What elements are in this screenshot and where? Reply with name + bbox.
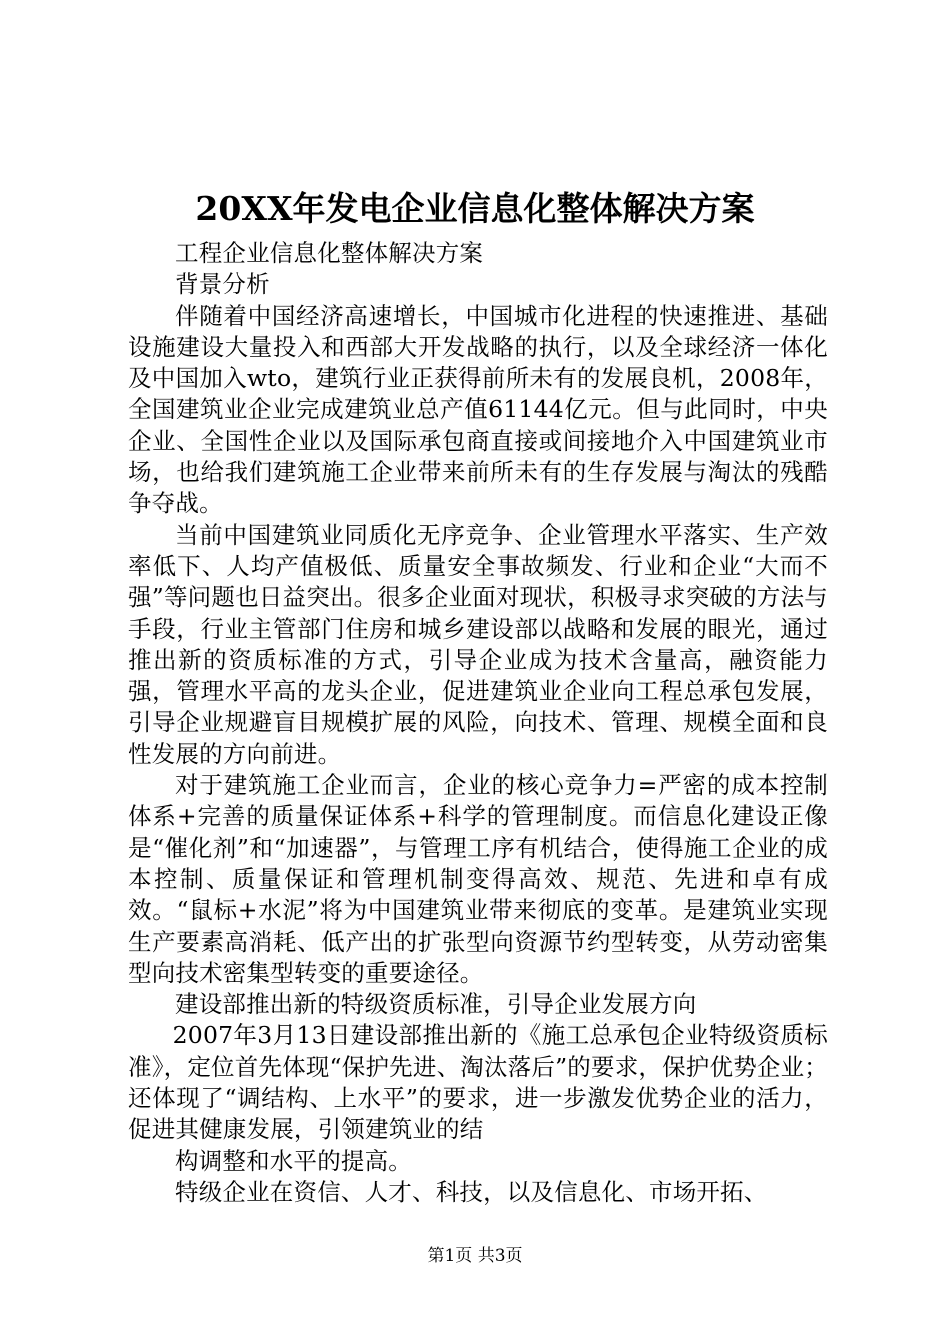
paragraph-standard-heading: 建设部推出新的特级资质标准，引导企业发展方向: [175, 990, 697, 1019]
paragraph-core-competence: 对于建筑施工企业而言，企业的核心竞争力=严密的成本控制体系+完善的质量保证体系+科学的管理制度。而信息化建设正像是“催化剂”和“加速器”，与管理工序有机结合，使得施工企业的成本控制、质量保证和管理机制变得高效、规范、先进和卓有成效。“鼠标+水泥”将为中国建筑业带来彻底的变革。是建筑业实现生产要素高消耗、低产出的扩张型向资源节约型转变，从劳动密集型向技术密集型转变的重要途径。: [128, 771, 828, 987]
paragraph-standard-2007: 2007年3月13日建设部推出新的《施工总承包企业特级资质标准》，定位首先体现“保护先进、淘汰落后”的要求，保护优势企业；还体现了“调结构、上水平”的要求，进一步激发优势企业的活力，促进其健康发展，引领建筑业的结: [128, 1021, 828, 1144]
document-body: [128, 238, 828, 1208]
page-footer: 第1页 共3页: [427, 1246, 523, 1266]
paragraph-subtitle: 工程企业信息化整体解决方案: [175, 239, 484, 267]
paragraph-current-issues: 当前中国建筑业同质化无序竞争、企业管理水平落实、生产效率低下、人均产值极低、质量安全事故频发、行业和企业“大而不强”等问题也日益突出。很多企业面对现状，积极寻求突破的方法与手段，行业主管部门住房和城乡建设部以战略和发展的眼光，通过推出新的资质标准的方式，引导企业成为技术含量高，融资能力强，管理水平高的龙头企业，促进建筑业企业向工程总承包发展，引导企业规避盲目规模扩展的风险，向技术、管理、规模全面和良性发展的方向前进。: [128, 520, 828, 768]
paragraph-special-grade: 特级企业在资信、人才、科技，以及信息化、市场开拓、: [175, 1177, 768, 1206]
document-title: 20XX年发电企业信息化整体解决方案: [195, 189, 755, 228]
paragraph-background: 伴随着中国经济高速增长，中国城市化进程的快速推进、基础设施建设大量投入和西部大开发战略的执行，以及全球经济一体化及中国加入wto，建筑行业正获得前所未有的发展良机，2008年，全国建筑业企业完成建筑业总产值61144亿元。但与此同时，中央企业、全国性企业以及国际承包商直接或间接地介入中国建筑业市场，也给我们建筑施工企业带来前所未有的生存发展与淘汰的残酷争夺战。: [128, 301, 828, 518]
paragraph-structure-adjustment: 构调整和水平的提高。: [175, 1146, 412, 1175]
paragraph-section-heading: 背景分析: [175, 270, 270, 299]
